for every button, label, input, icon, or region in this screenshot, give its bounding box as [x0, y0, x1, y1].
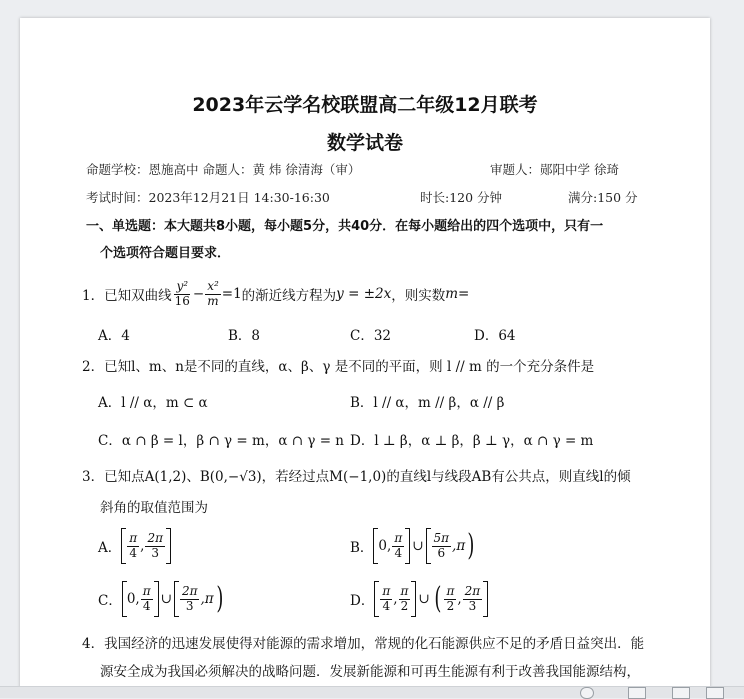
q2-text: 已知l、m、n是不同的直线，α、β、γ 是不同的平面，则 l // m 的一个充分条件是: [104, 359, 595, 375]
q4-line1: 我国经济的迅速发展使得对能源的需求增加，常规的化石能源供应不足的矛盾日益突出．能: [104, 636, 645, 652]
right-scroll-area[interactable]: [710, 0, 744, 697]
question-4: [82, 632, 644, 652]
q3-option-c: C． 0, $\frac{\pi}{4}$ ∪ $\frac{2\pi}{3}$ ,π ): [98, 581, 224, 616]
q3-line1: 已知点A(1,2)、B(0,−√3)，若经过点M(−1,0)的直线l与线段AB有公共点，则直线l的倾: [104, 469, 631, 485]
page-view-icon[interactable]: [628, 687, 646, 699]
q1-asymptote: y = ±2x: [336, 286, 392, 302]
section-heading-line1: 一、单选题：本大题共8小题，每小题5分，共40分．在每小题给出的四个选项中，只有一: [86, 219, 604, 234]
q1-fraction-x: $\frac{\text{x²}}{m}$: [207, 278, 219, 308]
q1-end: =: [458, 286, 470, 302]
q1-option-a: A．4: [98, 328, 130, 344]
q1-number: 1．: [82, 288, 105, 304]
q2-option-c: C．α ∩ β = l，β ∩ γ = m，α ∩ γ = n: [98, 433, 344, 449]
q1-var: m: [445, 286, 459, 302]
q1-option-b: B．8: [228, 328, 261, 344]
meta-exam-time: 考试时间：2023年12月21日 14:30-16:30: [86, 190, 330, 205]
q3-option-b: B． 0, $\frac{\pi}{4}$ ∪ $\frac{5\pi}{6}$ ,π ): [350, 528, 475, 563]
document-page: [20, 18, 710, 688]
q1-equals: =1: [221, 286, 242, 302]
q3-option-a: A． $\frac{\pi}{4}$ , $\frac{2\pi}{3}$: [98, 526, 171, 566]
q3-option-d: D． $\frac{\pi}{4}$ , $\frac{\pi}{2}$ ∪ ( $\frac{\pi}{2}$ , $\frac{2\pi}{3}$: [350, 579, 488, 619]
q1-option-d: D．64: [474, 328, 516, 344]
question-3: [82, 465, 631, 485]
q1-post: 的渐近线方程为: [241, 288, 337, 304]
q1-minus: −: [192, 286, 205, 302]
q4-line2: 源安全成为我国必须解决的战略问题．发展新能源和可再生能源有利于改善我国能源结构，: [100, 664, 640, 680]
web-view-icon[interactable]: [706, 687, 724, 699]
q2-option-d: D．l ⊥ β，α ⊥ β，β ⊥ γ，α ∩ γ = m: [350, 433, 594, 449]
q4-number: 4．: [82, 636, 105, 652]
meta-score: 满分:150 分: [568, 190, 638, 205]
globe-icon[interactable]: [580, 687, 594, 699]
q3-line2: 斜角的取值范围为: [100, 500, 208, 516]
meta-duration: 时长:120 分钟: [420, 190, 503, 205]
page-subtitle: 数学试卷: [326, 132, 403, 154]
question-2: [82, 355, 594, 375]
read-view-icon[interactable]: [672, 687, 690, 699]
q1-fraction-y: $\frac{\text{y²}}{16}$: [174, 278, 190, 308]
page-title: 2023年云学名校联盟高二年级12月联考: [192, 94, 538, 116]
status-bar: [0, 686, 744, 698]
q2-number: 2．: [82, 359, 105, 375]
meta-reviewer: 审题人：郧阳中学 徐琦: [490, 162, 619, 177]
q2-option-b: B．l // α，m // β，α // β: [350, 395, 505, 411]
q1-pre: 已知双曲线: [104, 288, 172, 304]
q2-option-a: A．l // α，m ⊂ α: [98, 395, 208, 411]
q3-number: 3．: [82, 469, 105, 485]
question-1: [82, 274, 469, 314]
q1-option-c: C．32: [350, 328, 392, 344]
meta-authors: 命题学校：恩施高中 命题人：黄 炜 徐清海（审）: [86, 162, 361, 177]
q1-tail: ，则实数: [391, 288, 446, 304]
section-heading-line2: 个选项符合题目要求．: [100, 246, 231, 261]
